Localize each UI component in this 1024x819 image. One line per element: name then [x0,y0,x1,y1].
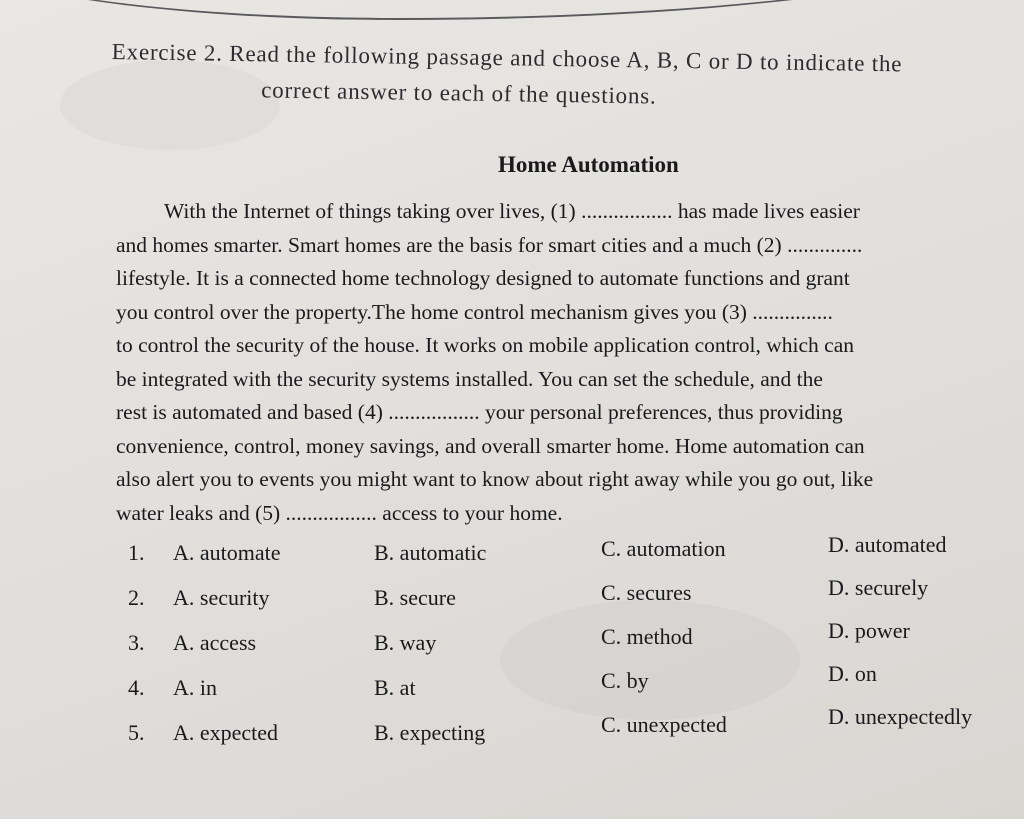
passage-line: convenience, control, money savings, and overall smarter home. Home automation can [116,433,865,458]
question-row [128,704,978,765]
option-d: D. power [828,618,910,643]
option-d: D. automated [828,532,947,557]
option-c: C. method [601,624,693,649]
passage-line: rest is automated and based (4) ................. your personal preferences, thus providing [116,400,843,424]
page-edge-curve [0,0,1024,20]
instruction-line-1: Exercise 2. Read the following passage and choose A, B, C or D to indicate the [111,38,903,77]
option-b: B. automatic [374,540,487,565]
option-a: A. in [173,675,217,700]
passage-line: you control over the property.The home control mechanism gives you (3) ............... [116,299,833,324]
passage-line: and homes smarter. Smart homes are the basis for smart cities and a much (2) .............. [116,232,863,257]
question-number: 4. [128,675,145,700]
instruction-line-2: correct answer to each of the questions. [261,76,657,109]
option-b: B. secure [374,585,456,610]
passage-title: Home Automation [498,152,679,177]
passage-line: With the Internet of things taking over lives, (1) ................. has made lives easier [164,199,860,223]
question-number: 3. [128,630,145,655]
option-b: B. expecting [374,720,486,745]
passage-line: to control the security of the house. It works on mobile application control, which can [116,333,854,357]
option-d: D. securely [828,575,929,600]
passage-line: also alert you to events you might want to know about right away while you go out, like [116,467,874,491]
option-c: C. automation [601,536,726,561]
option-b: B. at [374,675,416,700]
option-a: A. expected [173,720,279,745]
option-a: A. automate [173,540,281,565]
option-c: C. by [601,668,649,693]
passage-line: water leaks and (5) ................. access to your home. [116,500,563,525]
passage-line: be integrated with the security systems installed. You can set the schedule, and the [116,366,823,391]
question-number: 1. [128,540,145,565]
option-d: D. unexpectedly [828,704,973,729]
option-b: B. way [374,630,437,655]
option-d: D. on [828,661,877,686]
option-c: C. unexpected [601,712,727,737]
answer-options [128,532,978,765]
passage-body [116,195,1021,530]
option-c: C. secures [601,580,692,605]
passage-line: lifestyle. It is a connected home technology designed to automate functions and grant [116,266,850,290]
question-number: 5. [128,720,145,745]
option-a: A. access [173,630,257,655]
option-a: A. security [173,585,270,610]
question-number: 2. [128,585,145,610]
